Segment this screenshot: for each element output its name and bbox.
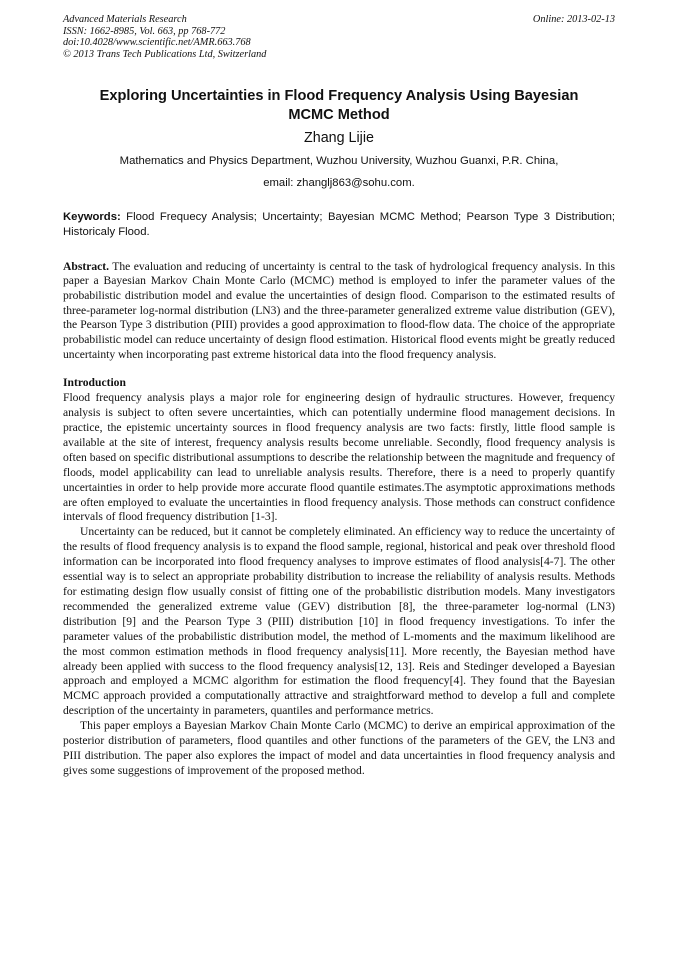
online-date: Online: 2013-02-13	[532, 14, 615, 25]
intro-paragraph: Uncertainty can be reduced, but it cannot be completely eliminated. An efficiency way to reduce the uncertainty of the results of flood frequency analysis is to expand the flood sample, regional, historical and peak over threshold flood information can be incorporated into flood frequency analyses to improve estimates of flood analysis[4-7]. The other essential way is to select an appropriate probability distribution to increase the reliability of analysis results. Methods for estimating design flow usually consist of fitting one of the probabilistic distribution models. Many investigators recommended the generalized extreme value (GEV) distribution [8], the three-parameter log-normal (LN3) distribution [9] and the Pearson Type 3 (PIII) distribution [10] in flood frequency investigations. To infer the parameter values of the probabilistic distribution model, the method of L-moments and the maximum likelihood are the most common estimation methods in flood frequency analysis[11]. More recently, the Bayesian method have already been applied with success to the flood frequency analysis[12, 13]. Reis and Stedinger developed a Bayesian approach and employed a MCMC algorithm for estimation the flood frequency[4]. They found that the Bayesian MCMC approach provided a computationally attractive and straightforward method to develop a full and complete description of the uncertainty in parameters, quantiles and performance metrics.	[63, 525, 615, 718]
abstract-text: The evaluation and reducing of uncertainty is central to the task of hydrological frequency analysis. In this paper a Bayesian Markov Chain Monte Carlo (MCMC) method is employed to infer the parameter values of the probabilistic distribution model and evalue the uncertainties of design flood. Comparison to the estimated results of three-parameter log-normal distribution (LN3) and the three-parameter generalized extreme value distribution (GEV), the Pearson Type 3 distribution (PIII) provides a good approximation to flood-flow data. The choice of the appropriate probabilistic model can reduce uncertainty of design flood estimation. Historical flood events might be greatly reduced uncertainty when incorporating past extreme historical data into the flood frequency analysis.	[63, 259, 615, 361]
journal-header	[63, 14, 615, 60]
keywords-block	[63, 210, 615, 239]
doi-line: doi:10.4028/www.scientific.net/AMR.663.768	[63, 37, 251, 49]
intro-paragraph: Flood frequency analysis plays a major role for engineering design of hydraulic structures. However, frequency analysis is subject to often severe uncertainties, which can potentially undermine flood management decisions. In practice, the epistemic uncertainty sources in flood frequency analysis are two facts: firstly, little flood sample is available at the site of interest, frequency analysis results become unreliable. Secondly, flood frequency analysis is often based on specific distributional assumptions to describe the relationship between the magnitude and frequency of floods, model applicability can lead to unreliable analysis results. Therefore, there is a need to properly quantify uncertainties in order to help provide more accurate flood quantile estimates.The asymptotic approximations methods are often employed to evaluate the uncertainties in flood frequency analysis. Those methods can construct confidence intervals of flood frequency distribution [1-3].	[63, 391, 615, 524]
issn-line: ISSN: 1662-8985, Vol. 663, pp 768-772	[63, 25, 226, 37]
author-email: email: zhanglj863@sohu.com.	[263, 177, 415, 190]
author-affiliation: Mathematics and Physics Department, Wuzhou University, Wuzhou Guanxi, P.R. China,	[119, 155, 559, 168]
keywords-label: Keywords:	[63, 211, 121, 224]
paper-page	[63, 14, 615, 779]
abstract-block	[63, 260, 615, 363]
author-name: Zhang Lijie	[304, 130, 374, 147]
copyright-line: © 2013 Trans Tech Publications Ltd, Switzerland	[63, 48, 267, 60]
abstract-label: Abstract.	[63, 259, 110, 273]
introduction-heading: Introduction	[63, 376, 126, 390]
journal-name: Advanced Materials Research	[63, 14, 187, 25]
intro-paragraph: This paper employs a Bayesian Markov Chain Monte Carlo (MCMC) to derive an empirical approximation of the posterior distribution of parameters, flood quantiles and other functions of the parameters of the GEV, the LN3 and PIII distribution. The paper also explores the impact of model and data uncertainties in flood frequency analysis and gives some suggestions of improvement of the proposed method.	[63, 719, 615, 777]
paper-title: Exploring Uncertainties in Flood Frequency Analysis Using Bayesian MCMC Method	[99, 88, 579, 124]
keywords-text: Flood Frequecy Analysis; Uncertainty; Bayesian MCMC Method; Pearson Type 3 Distribution; Historicaly Flood.	[63, 211, 616, 238]
